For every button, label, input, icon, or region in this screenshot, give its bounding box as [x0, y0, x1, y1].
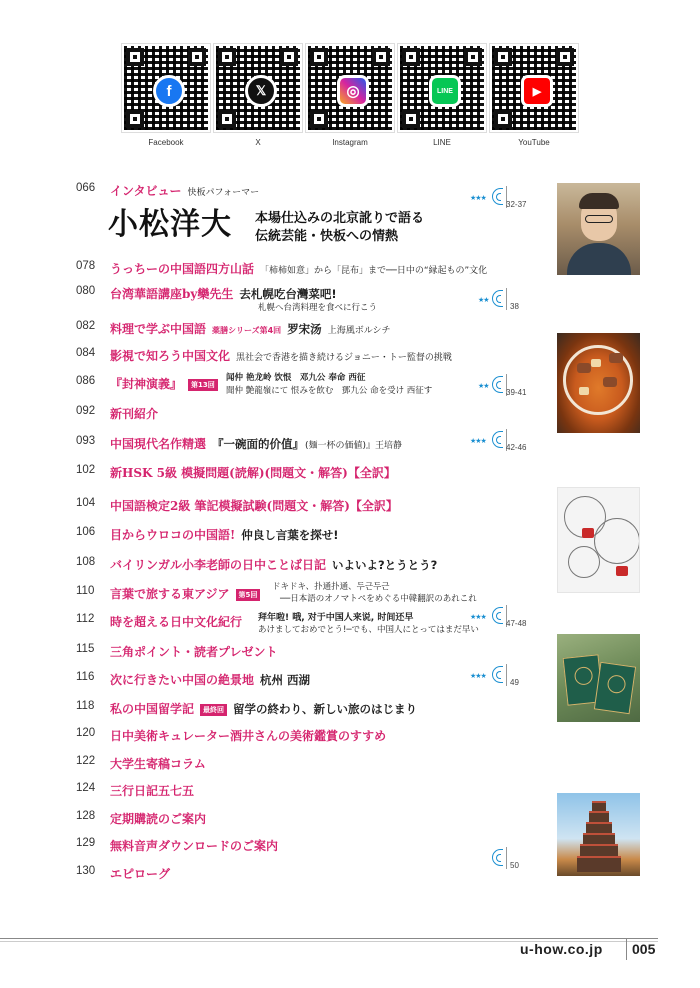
qr-label: Instagram	[332, 138, 368, 147]
entry-title: 無料音声ダウンロードのご案内	[110, 839, 279, 853]
audio-marker	[470, 666, 530, 690]
facebook-icon: f	[153, 75, 185, 107]
page-number: 078	[76, 260, 96, 272]
level-stars: ★★	[478, 296, 489, 304]
audio-track: 42-46	[506, 443, 527, 452]
ear-icon	[492, 431, 503, 448]
audio-track: 47-48	[506, 619, 527, 628]
audio-track: 38	[510, 302, 519, 311]
borscht-photo	[557, 333, 640, 433]
line-icon: LINE	[429, 75, 461, 107]
entry-title: 料理で学ぶ中国語 薬膳シリーズ第4回 罗宋汤 上海風ボルシチ	[110, 322, 391, 336]
page-number: 092	[76, 405, 96, 417]
qr-label: X	[255, 138, 261, 147]
entry-title: 三行日記五七五	[110, 784, 195, 798]
entry-title: 次に行きたい中国の絶景地 杭州 西湖	[110, 673, 311, 687]
page-number: 115	[76, 643, 95, 655]
pagoda-photo	[557, 793, 640, 876]
episode-badge: 最終回	[200, 704, 227, 716]
entry-title: 新HSK 5級 模擬問題(読解)(問題文・解答)【全訳】	[110, 466, 396, 480]
entry-title: 私の中国留学記 最終回 留学の終わり、新しい旅のはじまり	[110, 702, 418, 716]
page-number: 128	[76, 810, 96, 822]
entry-title: 言葉で旅する東アジア 第5回	[110, 585, 260, 602]
entry-subtitle: 聞仲 艶龍嶺にて 恨みを飲む 鄧九公 命を受け 西征す	[226, 386, 433, 396]
entry-title: 定期購読のご案内	[110, 812, 207, 826]
entry-title: うっちーの中国語四方山話 「柿柿如意」から「昆布」まで──日中の“縁起もの”文化	[110, 262, 488, 276]
page-number: 116	[76, 671, 95, 683]
ear-icon	[492, 290, 503, 307]
entry-title: 時を超える日中文化紀行	[110, 615, 243, 629]
entry-title: インタビュー 快板パフォーマー	[110, 184, 260, 198]
page-number: 066	[76, 182, 96, 194]
entry-headline: ドキドキ、扑通扑通、두근두근	[272, 582, 390, 592]
qr-label: LINE	[433, 138, 451, 147]
page-number: 080	[76, 285, 96, 297]
page-number: 104	[76, 497, 96, 509]
website-url[interactable]: u-how.co.jp	[520, 941, 603, 957]
audio-marker	[470, 290, 530, 314]
entry-subtitle: あけましておめでとう!─でも、中国人にとってはまだ早い	[258, 625, 479, 635]
audio-track: 32-37	[506, 200, 527, 209]
level-stars: ★★★	[470, 437, 486, 445]
page-number: 130	[76, 865, 96, 877]
audio-marker	[470, 607, 530, 631]
level-stars: ★★★	[470, 613, 486, 621]
episode-badge: 第13回	[188, 379, 218, 391]
ear-icon	[492, 188, 503, 205]
page-number: 129	[76, 837, 96, 849]
ear-icon	[492, 607, 503, 624]
entry-headline: 拜年啦! 哦, 对于中国人来说, 时间还早	[258, 613, 414, 623]
page-number: 120	[76, 727, 96, 739]
entry-title: 目からウロコの中国語! 仲良し言葉を探せ!	[110, 528, 339, 542]
audio-marker	[470, 431, 530, 455]
entry-title: 大学生寄稿コラム	[110, 757, 206, 771]
entry-title: バイリンガル小李老師の日中ことば日記 いよいよ?とうとう?	[110, 558, 438, 572]
page-number: 093	[76, 435, 96, 447]
footer-rule	[0, 938, 658, 939]
page-number: 084	[76, 347, 96, 359]
page-number: 086	[76, 375, 96, 387]
level-stars: ★★	[478, 382, 489, 390]
youtube-icon: ▶	[521, 75, 553, 107]
level-stars: ★★★	[470, 672, 486, 680]
page-number: 124	[76, 782, 96, 794]
entry-title: 日中美術キュレーター酒井さんの美術鑑賞のすすめ	[110, 729, 387, 743]
instagram-icon: ◎	[337, 75, 369, 107]
entry-title: 中国語検定2級 筆記模擬試験(問題文・解答)【全訳】	[110, 499, 398, 513]
interviewee-photo	[557, 183, 640, 275]
page-number: 112	[76, 613, 95, 625]
entry-title: 三角ポイント・読者プレゼント	[110, 645, 278, 659]
entry-subtitle: ──日本語のオノマトペをめぐる中韓翻訳のあれこれ	[280, 594, 477, 604]
page-number: 106	[76, 526, 96, 538]
entry-title: 新刊紹介	[110, 407, 159, 421]
ear-icon	[492, 849, 503, 866]
ear-icon	[492, 666, 503, 683]
audio-track: 39-41	[506, 388, 527, 397]
x-icon: 𝕏	[245, 75, 277, 107]
audio-marker	[470, 376, 530, 400]
interview-tagline: 伝統芸能・快板への情熱	[255, 229, 399, 244]
episode-badge: 第5回	[236, 589, 261, 601]
page-number: 118	[76, 700, 95, 712]
entry-title: 『封神演義』 第13回	[110, 375, 218, 392]
audio-marker	[470, 188, 530, 212]
qr-label: YouTube	[518, 138, 550, 147]
footer-divider	[626, 938, 627, 960]
page-number: 110	[76, 585, 95, 597]
interviewee-name: 小松洋大	[108, 207, 232, 242]
page-number: 102	[76, 464, 96, 476]
page-number: 108	[76, 556, 96, 568]
page-number: 082	[76, 320, 96, 332]
entry-title: 台湾華語講座by欒先生 去札幌吃台灣菜吧!	[110, 287, 337, 301]
interview-tagline: 本場仕込みの北京訛りで語る	[255, 211, 425, 226]
entry-title: 中国現代名作精選 『一碗面的价值』(麺一杯の価値)』王培静	[110, 437, 403, 451]
entry-subtitle: 札幌へ台湾料理を食べに行こう	[258, 303, 378, 313]
entry-title: エピローグ	[110, 867, 171, 881]
ear-icon	[492, 376, 503, 393]
page-number: 122	[76, 755, 96, 767]
entry-title: 影視で知ろう中国文化 黒社会で香港を描き続けるジョニー・トー監督の挑戦	[110, 349, 452, 363]
graduation-photo	[557, 634, 640, 722]
page-folio: 005	[632, 941, 656, 957]
audio-marker	[470, 849, 530, 873]
level-stars: ★★★	[470, 194, 486, 202]
audio-track: 49	[510, 678, 519, 687]
qr-label: Facebook	[148, 138, 184, 147]
illustration-image	[557, 487, 640, 593]
audio-track: 50	[510, 861, 519, 870]
entry-headline: 闻仲 艳龙岭 饮恨 邓九公 奉命 西征	[226, 373, 366, 383]
